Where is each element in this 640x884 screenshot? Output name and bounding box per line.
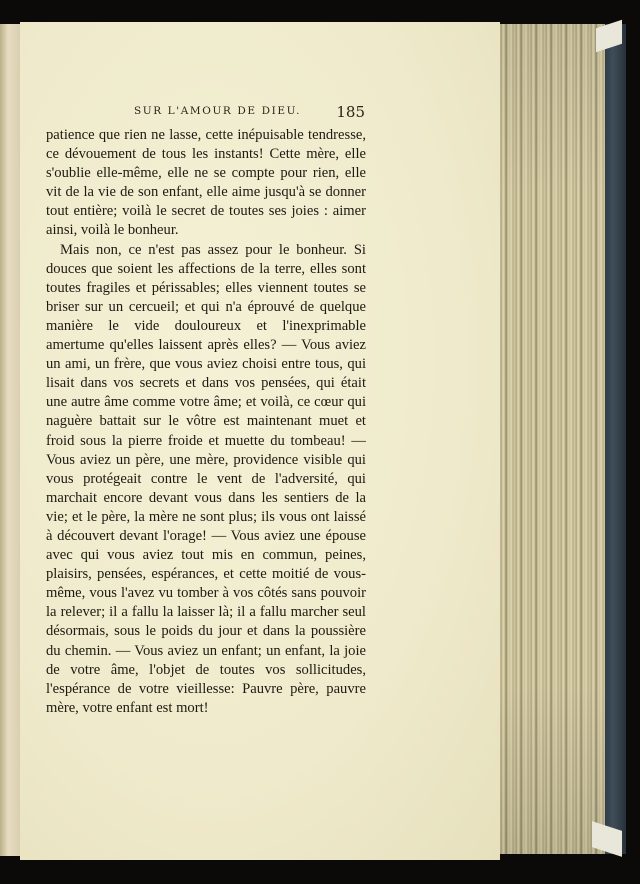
paragraph-continuation: patience que rien ne lasse, cette inépuisable tendresse, ce dévouement de tous les instants! Cette mère, elle s'oublie elle-même, elle ne se compte pour rien, elle vit de la vie de son enfant, elle aime jusqu'à se donner tout entière; voilà le secret de toutes ses joies : aimer ainsi, voilà le bonheur. <box>46 127 366 239</box>
paragraph: Mais non, ce n'est pas assez pour le bonheur. Si douces que soient les affections de la terre, elles sont toutes fragiles et périssables; elles viennent toutes se briser sur un cercueil; et qui n'a éprouvé de quelque manière le vide douloureux et l'inexprimable amertume qu'elles laissent après elles? — Vous aviez un ami, un frère, que vous aviez choisi entre tous, qui lisait dans vos secrets et dans vos pensées, qui était une autre âme comme votre âme; et voilà, ce cœur qui naguère battait sur le vôtre est maintenant muet et froid sous la pierre froide et muette du tombeau! — Vous aviez un père, une mère, providence visible qui vous protégeait contre le vent de l'adversité, qui marchait encore devant vous dans les sentiers de la vie; et le père, la mère ne sont plus; ils vous ont laissé à découvert devant l'orage! — Vous aviez une épouse avec qui vous aviez tout mis en commun, peines, plaisirs, pensées, espérances, et cette moitié de vous-même, vous l'avez vu tomber à vos côtés sans pouvoir la relever; il a fallu la laisser là; il a fallu marcher seul désormais, sous le poids du jour et dans la poussière du chemin. — Vous aviez un enfant; un enfant, la joie de votre âme, l'objet de toutes vos sollicitudes, l'espérance de votre vieillesse: Pauvre père, pauvre mère, votre enfant est mort! <box>46 241 366 716</box>
page-block-edges <box>492 24 605 854</box>
page-number: 185 <box>336 103 365 121</box>
page-header <box>44 103 365 121</box>
book-cover-edge <box>604 24 626 854</box>
facing-page-edge <box>0 24 21 856</box>
body-text <box>46 126 366 718</box>
running-head: SUR L'AMOUR DE DIEU. <box>134 105 302 117</box>
